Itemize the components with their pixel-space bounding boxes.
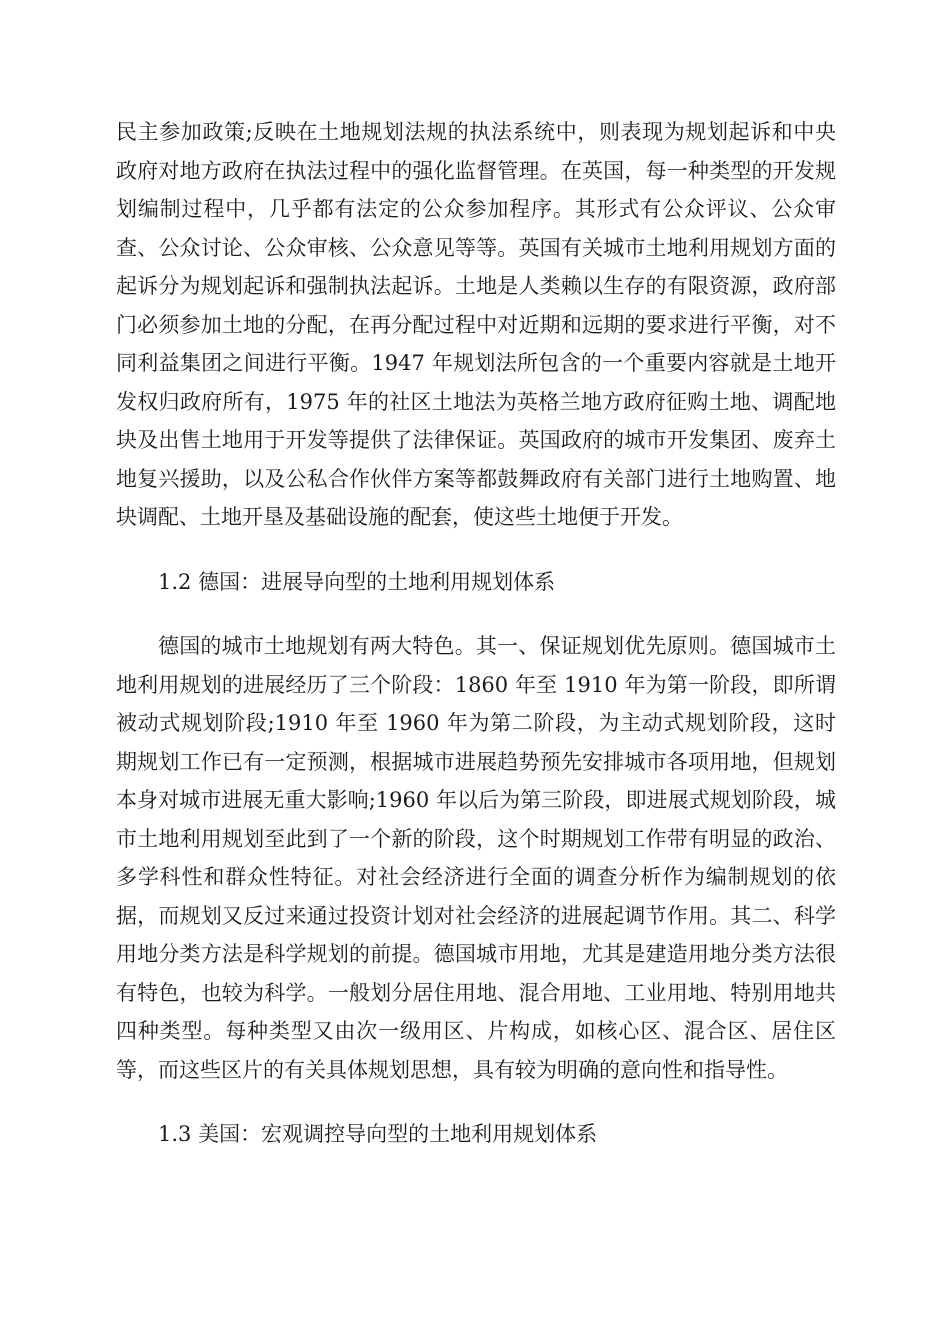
section-heading-usa: 1.3 美国：宏观调控导向型的土地利用规划体系 [158,1122,598,1146]
section-heading-germany: 1.2 德国：进展导向型的土地利用规划体系 [158,569,556,594]
paragraph-uk-land-planning: 民主参加政策;反映在土地规划法规的执法系统中，则表现为规划起诉和中央政府对地方政府在执法过程中的强化监督管理。在英国，每一种类型的开发规划编制过程中，几乎都有法定的公众参加程序。其形式有公众评议、公众审查、公众讨论、公众审核、公众意见等等。英国有关城市土地利用规划方面的起诉分为规划起诉和强制执法起诉。土地是人类赖以生存的有限资源，政府部门必须参加土地的分配，在再分配过程中对近期和远期的要求进行平衡，对不同利益集团之间进行平衡。1947 年规划法所包含的一个重要内容就是土地开发权归政府所有，1975 年的社区土地法为英格兰地方政府征购土地、调配地块及出售土地用于开发等提供了法律保证。英国政府的城市开发集团、废弃土地复兴援助，以及公私合作伙伴方案等都鼓舞政府有关部门进行土地购置、地块调配、土地开垦及基础设施的配套，使这些土地便于开发。 [116,120,836,529]
paragraph-germany-land-planning: 德国的城市土地规划有两大特色。其一、保证规划优先原则。德国城市土地利用规划的进展经历了三个阶段：1860 年至 1910 年为第一阶段，即所谓被动式规划阶段;1910 年至 1960 年为第二阶段，为主动式规划阶段，这时期规划工作已有一定预测，根据城市进展趋势预先安排城市各项用地，但规划本身对城市进展无重大影响;1960 年以后为第三阶段，即进展式规划阶段，城市土地利用规划至此到了一个新的阶段，这个时期规划工作带有明显的政治、多学科性和群众性特征。对社会经济进行全面的调查分析作为编制规划的依据，而规划又反过来通过投资计划对社会经济的进展起调节作用。其二、科学用地分类方法是科学规划的前提。德国城市用地，尤其是建造用地分类方法很有特色，也较为科学。一般划分居住用地、混合用地、工业用地、特别用地共四种类型。每种类型又由次一级用区、片构成，如核心区、混合区、居住区等，而这些区片的有关具体规划思想，具有较为明确的意向性和指导性。 [116,634,836,1082]
document-page [116,113,836,1180]
